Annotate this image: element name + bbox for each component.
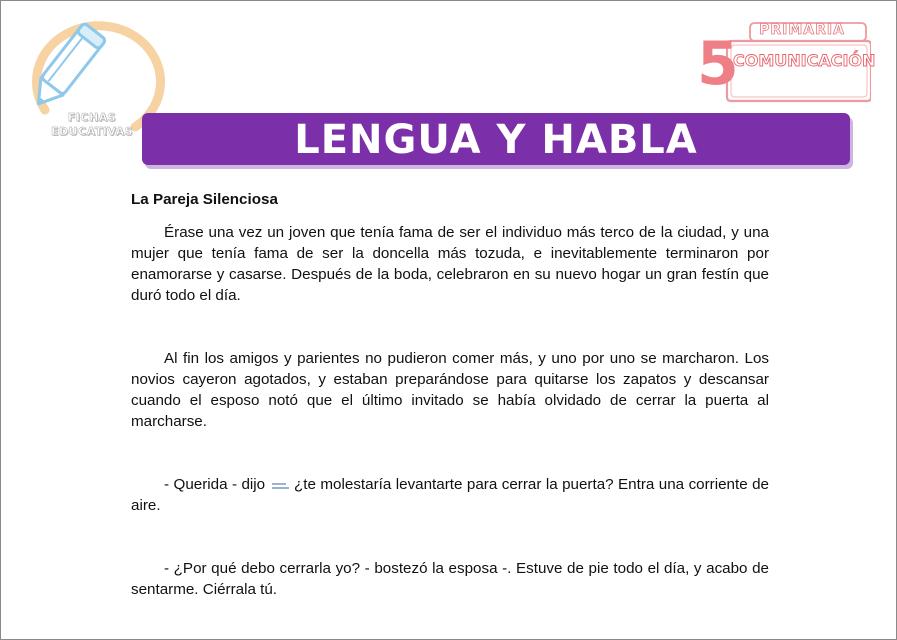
logo-left-text: FICHAS EDUCATIVAS xyxy=(51,111,134,138)
ink-mark-icon xyxy=(270,479,290,491)
story-body xyxy=(131,189,769,600)
dialogue-question: ¿te molestaría levantarte para cerrar la puerta? Entra una corriente de aire. xyxy=(131,476,769,514)
paragraph-4: - ¿Por qué debo cerrarla yo? - bostezó la esposa -. Estuve de pie todo el día, y acabo de sentarme. Ciérrala tú. xyxy=(131,560,769,598)
badge-level: PRIMARIA xyxy=(759,22,845,38)
paragraph-1: Érase una vez un joven que tenía fama de ser el individuo más terco de la ciudad, y una mujer que tenía fama de ser la doncella más tozuda, e inevitablemente terminaron por enamorarse y casarse. Después de la boda, celebraron en su nuevo hogar un gran festín que duró todo el día. xyxy=(131,224,769,304)
title-banner xyxy=(142,113,850,165)
dialogue-intro: - Querida - dijo xyxy=(164,476,270,493)
story-title: La Pareja Silenciosa xyxy=(131,191,278,208)
badge-subject: COMUNICACIÓN xyxy=(733,51,876,70)
grade-badge xyxy=(691,19,876,105)
page-title: LENGUA Y HABLA xyxy=(294,117,698,163)
paragraph-2: Al fin los amigos y parientes no pudieron comer más, y uno por uno se marcharon. Los novios cayeron agotados, y estaban preparándose para quitarse los zapatos y descansar cuando el esposo notó que el último invitado se había olvidado de cerrar la puerta al marcharse. xyxy=(131,350,769,430)
paragraph-3 xyxy=(131,474,769,516)
badge-grade-number: 5 xyxy=(697,29,739,99)
